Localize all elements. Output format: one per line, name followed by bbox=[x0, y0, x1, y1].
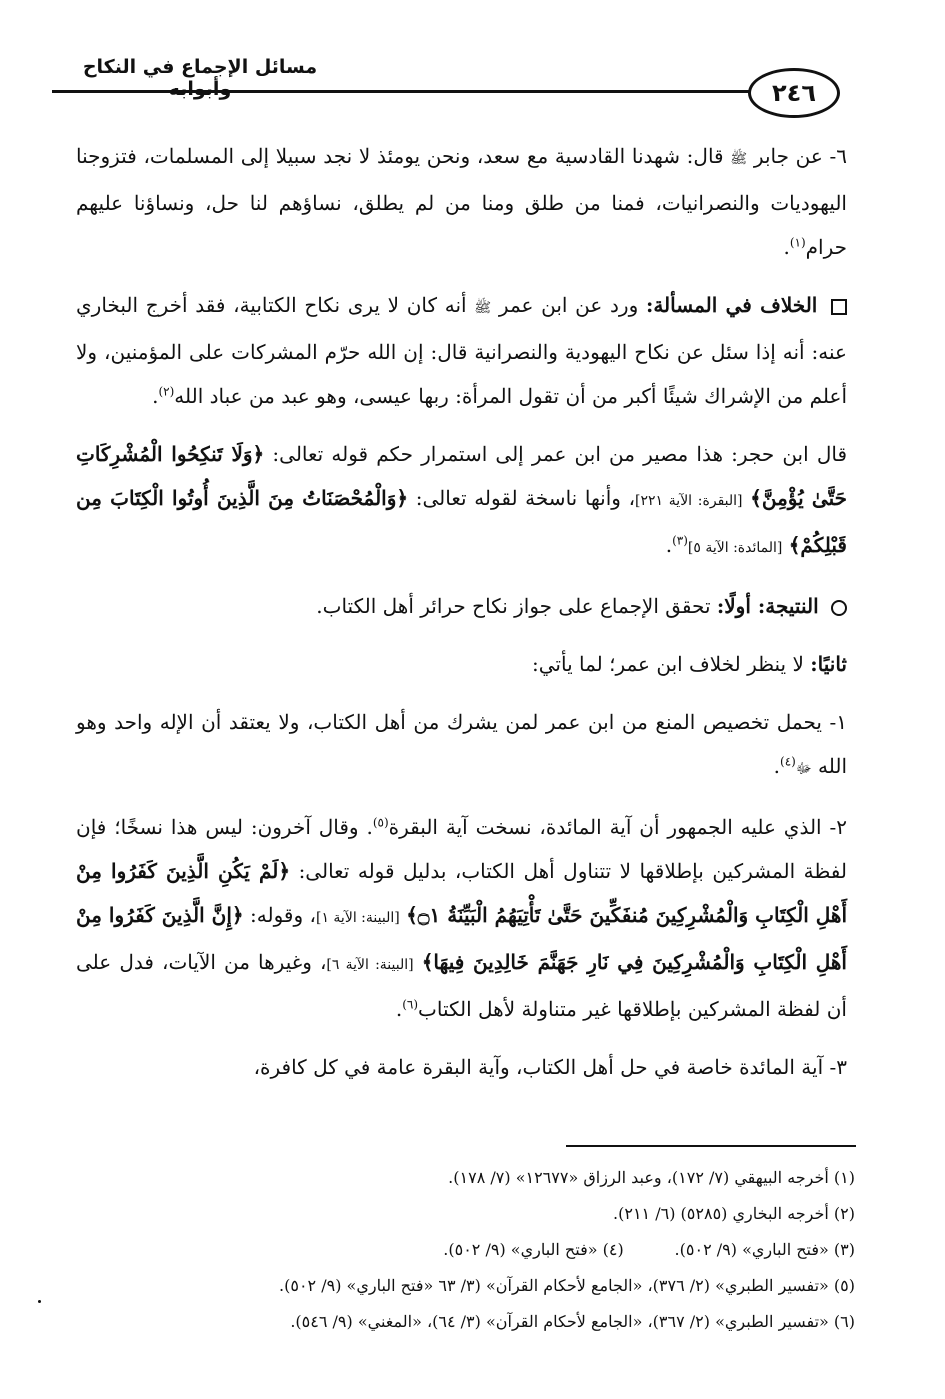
paragraph-result-second bbox=[76, 642, 847, 686]
footnote: (٥) «تفسير الطبري» (٢/ ٣٧٦)، «الجامع لأحكام القرآن» (٣/ ٦٣ «فتح الباري» (٩/ ٥٠٢). bbox=[279, 1276, 855, 1295]
p5-text: لا ينظر لخلاف ابن عمر؛ لما يأتي: bbox=[532, 652, 804, 676]
p3-text-b: ، وأنها ناسخة لقوله تعالى: bbox=[415, 486, 636, 510]
p1-text-a: ٦- عن جابر bbox=[753, 144, 847, 168]
quran-verse: ﴿لَمْ يَكُنِ الَّذِينَ كَفَرُوا مِنْ أَهْلِ الْكِتَابِ وَالْمُشْرِكِينَ مُنفَكِّينَ حَتَّىٰ تَأْتِيَهُمُ الْبَيِّنَةُ ۝١﴾ bbox=[76, 859, 848, 927]
paragraph-point-2 bbox=[76, 805, 847, 1031]
section-label: الخلاف في المسألة: bbox=[645, 293, 818, 317]
footnote-marker: (٥) bbox=[372, 815, 389, 830]
p7-text-d: ، وغيرها من الآيات، فدل على أن لفظة المشركين بإطلاقها غير متناولة لأهل الكتاب bbox=[76, 950, 847, 1021]
honorific: ﷺ bbox=[474, 300, 492, 316]
main-text bbox=[76, 134, 847, 1103]
p2-end: . bbox=[152, 384, 159, 408]
p7-text-a: ٢- الذي عليه الجمهور أن آية المائدة، نسخت آية البقرة bbox=[388, 815, 847, 839]
quran-verse: ﴿وَلَا تَنكِحُوا الْمُشْرِكَاتِ حَتَّىٰ يُؤْمِنَّ﴾ bbox=[76, 442, 847, 510]
verse-reference: [البينة: الآية ١] bbox=[315, 910, 400, 926]
footnote: (٦) «تفسير الطبري» (٢/ ٣٦٧)، «الجامع لأحكام القرآن» (٣/ ٦٤)، «المغني» (٩/ ٥٤٦). bbox=[290, 1312, 855, 1331]
p6-end: . bbox=[773, 754, 780, 778]
section-label: ثانيًا: bbox=[810, 652, 847, 676]
p3-text-a: قال ابن حجر: هذا مصير من ابن عمر إلى استمرار حكم قوله تعالى: bbox=[272, 442, 848, 466]
paragraph-jabir bbox=[76, 134, 847, 269]
quran-verse: ﴿إِنَّ الَّذِينَ كَفَرُوا مِنْ أَهْلِ الْكِتَابِ وَالْمُشْرِكِينَ فِي نَارِ جَهَنَّمَ خَالِدِينَ فِيهَا﴾ bbox=[76, 903, 847, 974]
footnote-marker: (٤) bbox=[780, 754, 796, 769]
p3-end: . bbox=[665, 533, 673, 557]
footnote-marker: (٣) bbox=[672, 533, 688, 548]
p2-text-a: ورد عن ابن عمر bbox=[498, 293, 639, 317]
verse-reference: [المائدة: الآية ٥] bbox=[687, 540, 783, 556]
p4-text: تحقق الإجماع على جواز نكاح حرائر أهل الكتاب. bbox=[316, 594, 711, 618]
section-label: النتيجة: أولًا: bbox=[716, 594, 819, 618]
p7-end: . bbox=[395, 997, 403, 1021]
quran-verse: ﴿وَالْمُحْصَنَاتُ مِنَ الَّذِينَ أُوتُوا الْكِتَابَ مِن قَبْلِكُمْ﴾ bbox=[76, 486, 847, 557]
page-number: ٢٤٦ bbox=[748, 68, 840, 118]
paragraph-disagreement bbox=[76, 283, 847, 418]
footnote: (١) أخرجه البيهقي (٧/ ١٧٢)، وعبد الرزاق «١٢٦٧٧» (٧/ ١٧٨). bbox=[448, 1168, 855, 1187]
header-rule bbox=[52, 90, 772, 93]
p1-end: . bbox=[783, 235, 790, 259]
footnote-rule bbox=[566, 1145, 856, 1147]
footnote: (٣) «فتح الباري» (٩/ ٥٠٢). (٤) «فتح الباري» (٩/ ٥٠٢). bbox=[443, 1240, 855, 1259]
p1-text-b: قال: شهدنا القادسية مع سعد، ونحن يومئذ لا نجد سبيلا إلى المسلمات، فتزوجنا اليهوديات والنصرانيات، فمنا من طلق ومنا من لم يطلق، نساؤهم لنا حل، ونساؤنا عليهم حرام bbox=[76, 144, 847, 259]
honorific: ﷻ bbox=[795, 761, 812, 777]
running-title: مسائل الإجماع في النكاح وأبوابه bbox=[82, 56, 318, 100]
p6-text: ١- يحمل تخصيص المنع من ابن عمر لمن يشرك من أهل الكتاب، ولا يعتقد أن الإله واحد وهو الله bbox=[76, 710, 847, 778]
paragraph-result-first bbox=[76, 584, 847, 628]
footnote-marker: (٦) bbox=[402, 997, 419, 1012]
verse-reference: [البقرة: الآية ٢٢١] bbox=[635, 493, 743, 509]
footnotes bbox=[120, 1160, 855, 1340]
footnote-marker: (٢) bbox=[158, 384, 175, 399]
p7-text-b: . وقال آخرون: ليس هذا نسخًا؛ فإن لفظة المشركين بإطلاقها لا تتناول أهل الكتاب، بدليل قوله تعالى: bbox=[76, 815, 848, 883]
paragraph-point-1 bbox=[76, 700, 847, 791]
honorific: ﷺ bbox=[730, 151, 748, 167]
paragraph-ibn-hajar bbox=[76, 432, 847, 570]
stray-mark bbox=[38, 1300, 41, 1303]
footnote-marker: (١) bbox=[789, 235, 806, 250]
square-bullet-icon bbox=[831, 299, 847, 315]
footnote: (٢) أخرجه البخاري (٥٢٨٥) (٦/ ٢١١). bbox=[613, 1204, 855, 1223]
paragraph-point-3 bbox=[76, 1045, 847, 1089]
p2-text-b: أنه كان لا يرى نكاح الكتابية، فقد أخرج البخاري عنه: أنه إذا سئل عن نكاح اليهودية والنصرانية قال: إن الله حرّم المشركات على المؤمنين، ولا أعلم من الإشراك شيئًا أكبر من أن تقول المرأة: ربها عيسى، وهو عبد من عباد الله bbox=[76, 293, 847, 408]
p7-text-c: ، وقوله: bbox=[250, 903, 316, 927]
circle-bullet-icon bbox=[831, 600, 847, 616]
p8-text: ٣- آية المائدة خاصة في حل أهل الكتاب، وآية البقرة عامة في كل كافرة، bbox=[253, 1055, 847, 1079]
verse-reference: [البينة: الآية ٦] bbox=[326, 957, 414, 973]
